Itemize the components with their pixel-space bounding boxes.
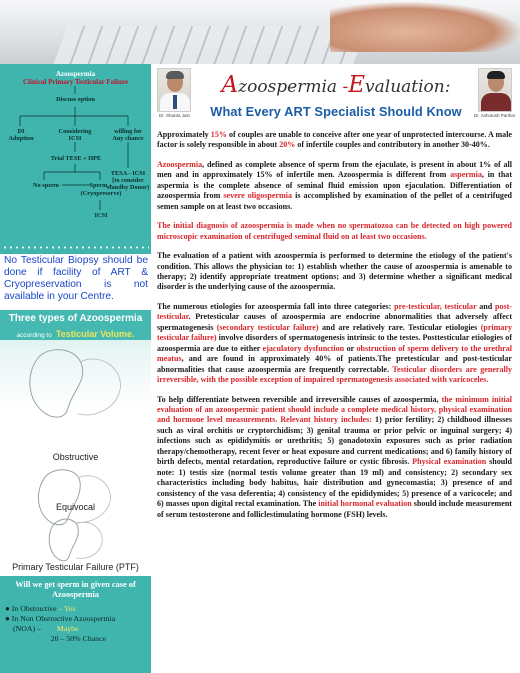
flowchart-tesa-icsi: TESA - ICSI bbox=[110, 170, 146, 177]
flowchart-considering: Considering bbox=[58, 128, 92, 135]
paragraph-5: The numerous etiologies for azoospermia fall into three categories: pre-testicular, testicular and post-testicular. Pretesticular causes of azoospermia are endocrine abnormalities that adversely affect spermatogenesis (secondary testicular failure) and are relatively rare. Testicular etiologies (primary testicular failure) involve disorders of spermatogenesis intrinsic to the testes. Posttesticular etiologies of azoospermia are due to either ejaculatory dysfunction or obstruction of sperm delivery to the urethral meatus, and are found in approximately 40% of patients.The pretesticular and post-testicular abnormalities that cause azoospermia are frequently correctable. Testicular disorders are generally irreversible, with the possible exception of impaired spermatogenesis associated with varicoceles. bbox=[157, 301, 513, 385]
noa-maybe: Maybe bbox=[56, 624, 79, 633]
types-according: according to bbox=[16, 332, 52, 339]
flowchart-icsi-final: ICSI bbox=[94, 212, 108, 219]
types-title bbox=[0, 310, 151, 340]
bullet-icon: ● bbox=[5, 614, 10, 623]
title-area bbox=[151, 64, 520, 130]
sperm-box-title: Will we get sperm in given case of Azoospermia bbox=[15, 580, 136, 599]
title-e: E bbox=[348, 72, 366, 98]
author-name-right: Dr. Ashutosh Parihar bbox=[474, 113, 516, 118]
biopsy-note: No Testicular Biopsy should be done if facility of ART & Cryopreservation is not available in your Centre. bbox=[4, 255, 148, 302]
title-dash: - bbox=[337, 77, 349, 97]
flowchart-trial-tese: Trial TESE + HPE bbox=[50, 155, 102, 162]
paragraph-2: Azoospermia, defined as complete absence of sperm from the ejaculate, is present in about 1% of all men and in approximately 15% of infertile men. Azoospermia is different from aspermia, in that aspermia is the complete absence of seminal fluid emission upon ejaculation. Differentiation of azoospermia from severe oligospermia is accomplished by examination of the pellet of a centrifuged semen sample on at least two occasions. bbox=[157, 159, 512, 211]
obstructive-testis-outline bbox=[20, 346, 130, 421]
noa-label: In Non Obstructive Azoospermia bbox=[11, 614, 116, 623]
page-title bbox=[206, 72, 466, 98]
flowchart-di: DI bbox=[17, 128, 25, 135]
type-ptf: Primary Testicular Failure (PTF) bbox=[12, 562, 139, 572]
obstructive-answer: – Yes bbox=[58, 604, 76, 613]
author-photo-right bbox=[478, 68, 512, 112]
author-name-left: Dr. Sharda Jain bbox=[159, 113, 191, 118]
flowchart-heading: Azoospermia bbox=[55, 70, 96, 78]
keyboard-image bbox=[53, 26, 368, 64]
flowchart-any-chance: Any chance bbox=[112, 135, 144, 142]
left-sidebar bbox=[0, 64, 151, 673]
dotted-divider bbox=[2, 306, 149, 309]
article-body bbox=[157, 130, 512, 529]
title-valuation: valuation: bbox=[365, 77, 451, 97]
obstructive-row bbox=[5, 604, 146, 614]
paragraph-6: To help differentiate between reversible and irreversible causes of azoospermia, the minimum initial evaluation of an azoospermic patient should include a complete medical history, physical examination and hormone level measurements. Relevant history includes: 1) prior fertility; 2) childhood illnesses such as viral orchitis or cryptorchidism; 3) genital trauma or prior pelvic or inguinal surgery; 4) infections such as epididymitis or urethritis; 5) gonadotoxin exposures such as prior radiation therapy/chemotherapy, recent fever or heat exposure and current medications; and 6) family history of birth defects, mental retardation, reproductive failure or cystic fibrosis. Physical examination should note: 1) testis size (normal testis volume greater than 19 ml) and consistency; 2) secondary sex characteristics including body habitus, hair distribution and gynecomastia; 3) presence of and consistency of the vasa deferentia; 4) consistency of the epididymides; 5) presence of a varicocele; and 6) masses upon digital rectal examination. The initial hormonal evaluation should include measurement of serum testosterone and folliclestimulating hormone (FSH) levels. bbox=[157, 394, 513, 519]
noa-answer: (NOA) – bbox=[13, 624, 41, 633]
noa-answer-row bbox=[5, 624, 146, 634]
chance-text: 20 – 50% Chance bbox=[50, 634, 106, 643]
flowchart-no-sperm: No sperm bbox=[32, 182, 60, 189]
bullet-icon: ● bbox=[5, 604, 10, 613]
flowchart-icsi: ICSI bbox=[68, 135, 82, 142]
flowchart-subheading: Clinical Primary Testicular Failure bbox=[23, 77, 128, 86]
type-equivocal: Equivocal bbox=[55, 502, 96, 512]
paragraph-1: Approximately 15% of couples are unable to conceive after one year of unprotected intercourse. A male factor is solely responsible in about 20% of infertile couples and contributory in another 30-40%. bbox=[157, 130, 512, 150]
flowchart-standby-donor: standby Donor) bbox=[106, 184, 150, 191]
types-highlight: Testicular Volume. bbox=[55, 329, 135, 339]
obstructive-label: In Obstructive bbox=[11, 604, 57, 613]
header-photo-banner bbox=[0, 0, 520, 64]
flowchart-cryopreserve: (Cryopreserve) bbox=[80, 190, 122, 197]
azoospermia-flowchart bbox=[0, 64, 151, 254]
type-obstructive: Obstructive bbox=[52, 452, 99, 462]
paragraph-4: The evaluation of a patient with azoospermia is performed to determine the etiology of the patient's condition. This allows the physician to: 1) establish whether the cause of azoospermia is amenable to therapy; 2) identify appropriate treatment options; and 3) determine whether a significant medical disorder is the underlying cause of the azoospermia. bbox=[157, 251, 512, 292]
title-a: A bbox=[221, 72, 239, 98]
author-photo-left bbox=[157, 68, 191, 112]
flowchart-discuss-option: Discuss option bbox=[56, 96, 95, 103]
paragraph-3: The initial diagnosis of azoospermia is made when no spermatozoa can be detected on high powered microscopic examination of centrifuged seminal fluid on at least two occasions. bbox=[157, 221, 512, 241]
noa-row bbox=[5, 614, 146, 624]
types-title-text: Three types of Azoospermia bbox=[8, 313, 143, 324]
page-subtitle: What Every ART Specialist Should Know bbox=[210, 104, 462, 119]
flowchart-sperm-plus: Sperm + bbox=[89, 182, 113, 189]
flowchart-willing: willing for bbox=[114, 128, 142, 135]
hand-image bbox=[330, 2, 520, 52]
flowchart-to-consider: [to consider bbox=[112, 177, 144, 184]
ptf-testis-outline bbox=[20, 514, 130, 564]
title-zoospermia: zoospermia bbox=[238, 77, 338, 97]
sperm-chance-box bbox=[0, 576, 151, 673]
dotted-divider bbox=[2, 246, 149, 249]
flowchart-adoption: Adoption bbox=[8, 135, 34, 142]
